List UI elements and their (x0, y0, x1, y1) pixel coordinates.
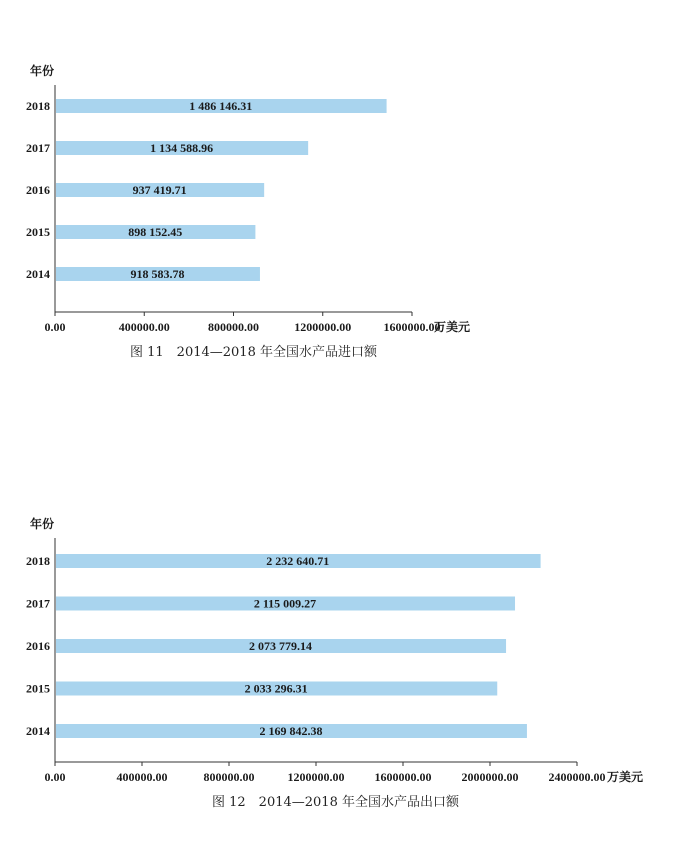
export-category-label-2015: 2015 (26, 681, 50, 696)
export-x-tick-label: 0.00 (44, 770, 66, 784)
import-x-tick-label: 1200000.00 (294, 320, 352, 334)
export-category-label-2018: 2018 (26, 554, 50, 568)
import-category-label-2015: 2015 (26, 225, 50, 239)
import-category-label-2014: 2014 (26, 267, 50, 281)
export-x-axis-title: 万美元 (606, 770, 644, 784)
import-data-label-2014: 918 583.78 (130, 267, 185, 281)
import-data-label-2018: 1 486 146.31 (189, 99, 253, 113)
export-x-tick-label: 1200000.00 (287, 770, 345, 784)
export-y-axis-title: 年份 (29, 517, 55, 531)
export-category-label-2016: 2016 (26, 639, 50, 653)
import-category-label-2016: 2016 (26, 183, 50, 197)
import-data-label-2017: 1 134 588.96 (150, 141, 214, 155)
export-category-label-2017: 2017 (26, 596, 50, 611)
import-category-label-2018: 2018 (26, 99, 50, 113)
export-x-tick-label: 2000000.00 (461, 770, 519, 784)
export-category-label-2014: 2014 (26, 724, 50, 738)
export-chart (0, 430, 680, 865)
import-figure-caption: 图 11 2014—2018 年全国水产品进口额 (130, 345, 377, 360)
import-x-tick-label: 400000.00 (118, 320, 170, 334)
import-x-tick-label: 800000.00 (208, 320, 259, 334)
export-data-label-2018: 2 232 640.71 (266, 554, 330, 568)
export-x-tick-label: 400000.00 (116, 770, 168, 784)
import-category-label-2017: 2017 (26, 141, 50, 155)
export-data-label-2015: 2 033 296.31 (244, 681, 308, 696)
import-data-label-2016: 937 419.71 (132, 183, 187, 197)
export-data-label-2017: 2 115 009.27 (253, 596, 317, 611)
export-figure-caption: 图 12 2014—2018 年全国水产品出口额 (212, 795, 459, 810)
import-x-axis-title: 万美元 (433, 320, 471, 334)
import-data-label-2015: 898 152.45 (128, 225, 183, 239)
import-x-tick-label: 1600000.00 (383, 320, 441, 334)
export-x-tick-label: 1600000.00 (374, 770, 432, 784)
import-y-axis-title: 年份 (29, 64, 55, 78)
export-x-tick-label: 2400000.00 (548, 770, 606, 784)
import-x-tick-label: 0.00 (44, 320, 66, 334)
export-data-label-2016: 2 073 779.14 (249, 639, 313, 653)
import-chart (0, 0, 680, 430)
export-data-label-2014: 2 169 842.38 (259, 724, 323, 738)
export-x-tick-label: 800000.00 (203, 770, 255, 784)
